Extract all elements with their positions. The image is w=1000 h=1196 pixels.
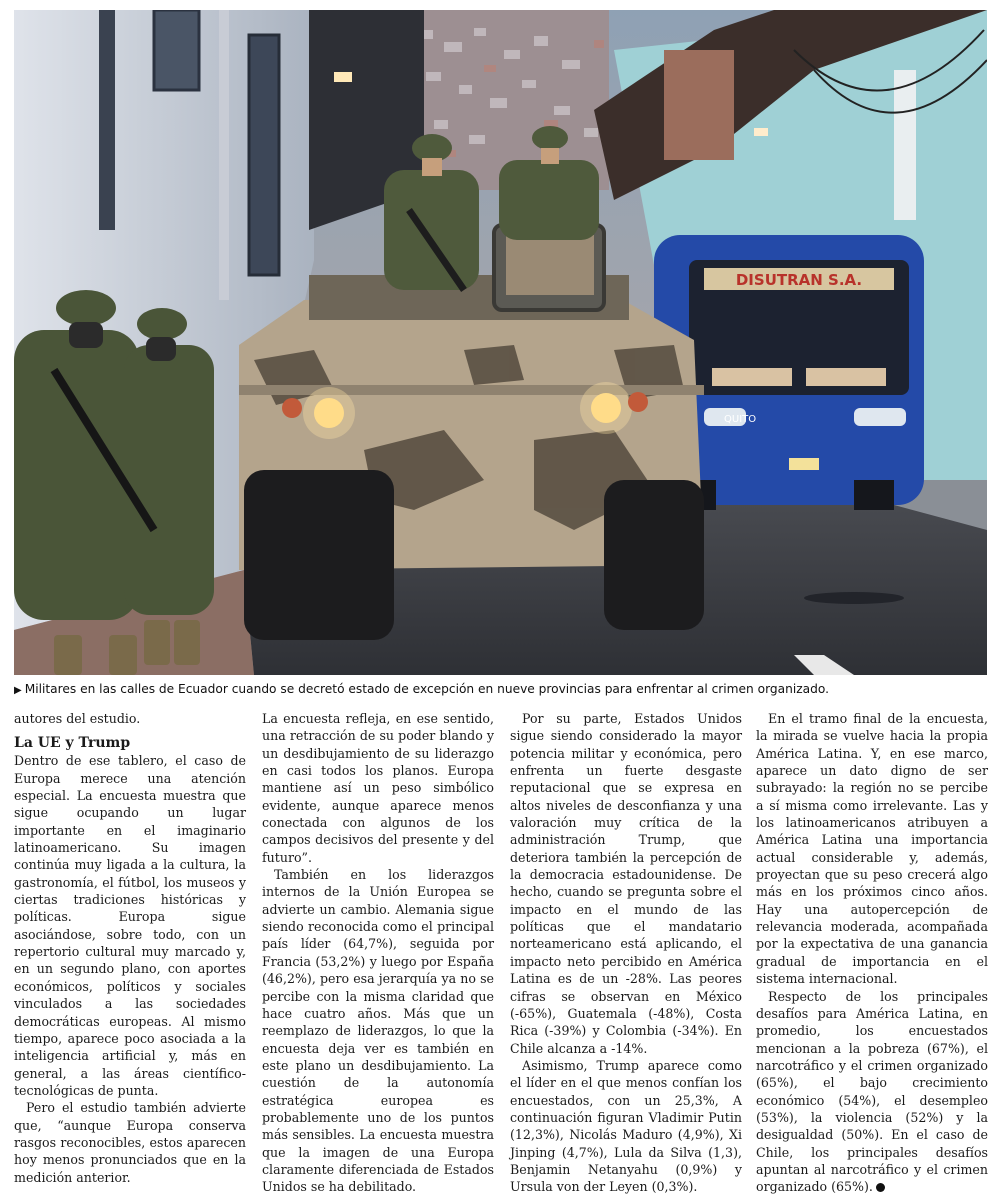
- photo-caption: [14, 680, 987, 700]
- paragraph: [756, 988, 988, 1196]
- bus-sign: DISUTRAN S.A.: [735, 271, 863, 289]
- paragraph: En el tramo final de la encuesta, la mirada se vuelve hacia la propia América Latina. Y, en ese marco, aparece un dato digno de ser subrayado: la región no se percibe a sí misma como irrelevante. Las y los latinoamericanos atribuyen a América Latina una importancia actual considerable y, además, proyectan que su peso crecerá algo más en los próximos cinco años. Hay una autopercepción de relevancia moderada, acompañada por la expectativa de una ganancia gradual de importancia en el sistema internacional.: [756, 711, 988, 987]
- paragraph: Asimismo, Trump aparece como el líder en el que menos confían los encuestados, con un 25,3%, A continuación figuran Vladimir Putin (12,3%), Nicolás Maduro (4,9%), Xi Jinping (4,7%), Lula da Silva (1,3), Benjamin Netanyahu (0,9%) y Ursula von der Leyen (0,3%).: [510, 1057, 742, 1195]
- caption-triangle-icon: ▶: [14, 685, 22, 696]
- military-street-scene: [14, 10, 987, 675]
- paragraph: Pero el estudio también advierte que, “aunque Europa conserva rasgos reconocibles, estos aparecen hoy menos pronunciados que en la medición anterior.: [14, 1100, 246, 1185]
- paragraph: La encuesta refleja, en ese sentido, una retracción de su poder blando y un desdibujamiento de su liderazgo en casi todos los planos. Europa mantiene así un peso simbólico evidente, aunque aparece menos conectada con algunos de los campos decisivos del presente y del futuro”.: [262, 711, 494, 865]
- section-heading: La UE y Trump: [14, 735, 131, 752]
- column-4: [756, 710, 988, 1196]
- paragraph-text: Respecto de los principales desafíos para América Latina, en promedio, los encuestados mencionan a la pobreza (67%), el narcotráfico y el crimen organizado (65%), el bajo crecimiento económico (54%), el desempleo (53%), la violencia (52%) y la desigualdad (50%). En el caso de Chile, los principales desafíos apuntan al narcotráfico y el crimen organizado (65%).: [756, 988, 988, 1195]
- bus-brand: QUITO: [724, 414, 757, 425]
- paragraph: Por su parte, Estados Unidos sigue siendo considerado la mayor potencia militar y económica, pero enfrenta un fuerte desgaste reputacional que se expresa en altos niveles de desconfianza y una valoración muy crítica de la administración Trump, que deteriora también la percepción de la democracia estadounidense. De hecho, cuando se pregunta sobre el impacto en el mundo de las políticas que el mandatario norteamericano está aplicando, el impacto neto percibido en América Latina es de un -28%. Las peores cifras se observan en México (-65%), Guatemala (-48%), Costa Rica (-39%) y Colombia (-34%). En Chile alcanza a -14%.: [510, 711, 742, 1056]
- column-3: [510, 710, 742, 1196]
- paragraph: autores del estudio.: [14, 711, 141, 726]
- end-of-article-icon: [876, 1183, 885, 1192]
- column-2: [262, 710, 494, 1196]
- news-photo: [14, 10, 987, 675]
- paragraph: Dentro de ese tablero, el caso de Europa merece una atención especial. La encuesta muestra que sigue ocupando un lugar importante en el imaginario latinoamericano. Su imagen continúa muy ligada a la cultura, la gastronomía, el fútbol, los museos y ciertas tradiciones históricas y políticas. Europa sigue asociándose, sobre todo, con un repertorio cultural muy marcado y, en un segundo plano, con aportes económicos, políticos y sociales vinculados a las sociedades democráticas europeas. Al mismo tiempo, aparece poco asociada a la inteligencia artificial y, más en general, a las áreas científico-tecnológicas de punta.: [14, 753, 246, 1098]
- paragraph: También en los liderazgos internos de la Unión Europea se advierte un cambio. Alemania sigue siendo reconocida como el principal país líder (64,7%), seguida por Francia (53,2%) y luego por España (46,2%), pero esa jerarquía ya no se percibe con la misma claridad que hace cuatro años. Más que un reemplazo de liderazgos, lo que la encuesta deja ver es también en este plano un desdibujamiento. La cuestión de la autonomía estratégica europea es probablemente uno de los puntos más sensibles. La encuesta muestra que la imagen de una Europa claramente diferenciada de Estados Unidos se ha debilitado.: [262, 867, 494, 1195]
- caption-text: Militares en las calles de Ecuador cuando se decretó estado de excepción en nueve provincias para enfrentar al crimen organizado.: [24, 682, 829, 696]
- column-1: [14, 710, 246, 1186]
